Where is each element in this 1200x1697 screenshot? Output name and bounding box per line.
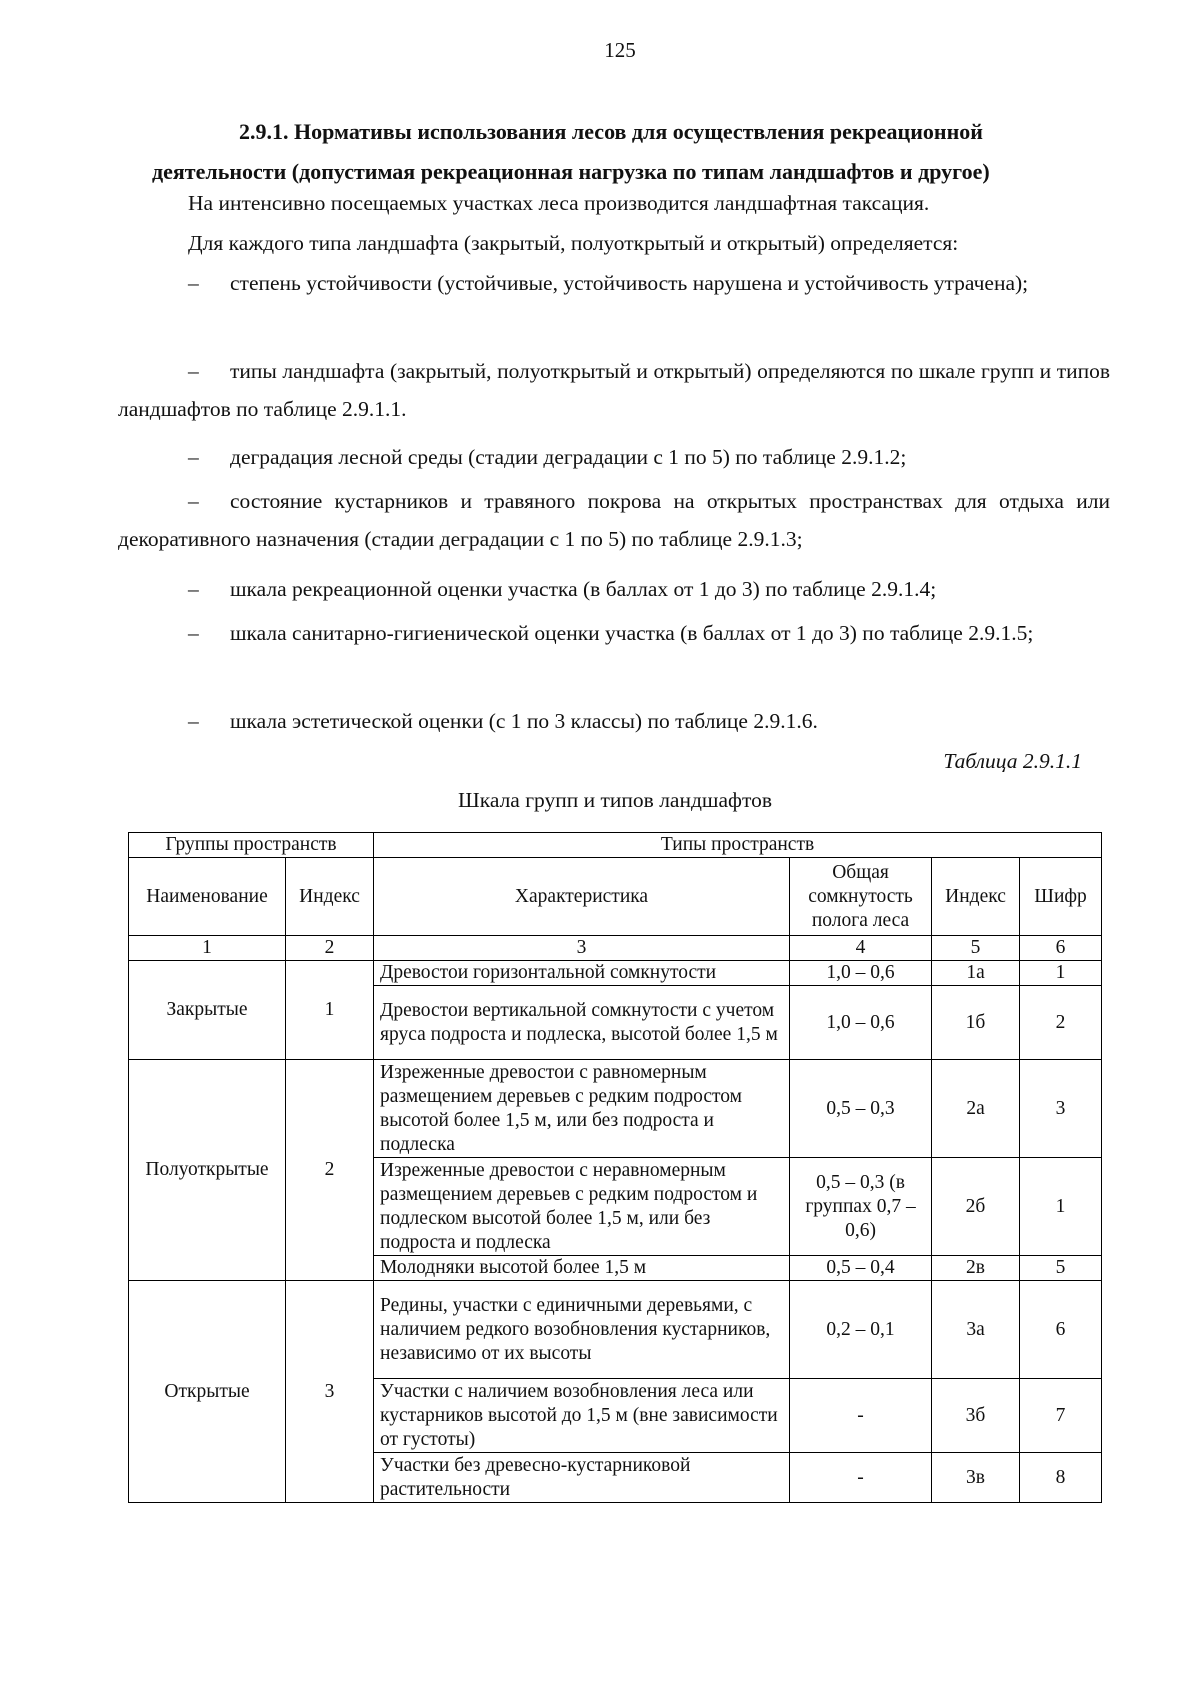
list-item (118, 264, 1110, 302)
type-index: 3в (932, 1453, 1020, 1503)
list-item-text: шкала санитарно-гигиенической оценки участка (в баллах от 1 до 3) по таблице 2.9.1.5; (230, 621, 1034, 645)
section-heading (118, 112, 1110, 192)
canopy-closure: - (790, 1453, 932, 1503)
canopy-closure: 1,0 – 0,6 (790, 986, 932, 1060)
list-item-text: типы ландшафта (закрытый, полуоткрытый и открытый) определяются по шкале групп и типов ландшафтов по таблице 2.9.1.1. (118, 359, 1110, 421)
dash-marker: – (188, 445, 199, 469)
group-name: Открытые (129, 1281, 286, 1503)
type-index: 2в (932, 1256, 1020, 1281)
dash-marker: – (188, 271, 199, 295)
canopy-closure: 1,0 – 0,6 (790, 961, 932, 986)
list-item-text: деградация лесной среды (стадии деградации с 1 по 5) по таблице 2.9.1.2; (230, 445, 907, 469)
list-item-text: шкала рекреационной оценки участка (в баллах от 1 до 3) по таблице 2.9.1.4; (230, 577, 937, 601)
group-name: Закрытые (129, 961, 286, 1060)
column-header: Характеристика (374, 858, 790, 936)
type-index: 3а (932, 1281, 1020, 1379)
column-header: Наименование (129, 858, 286, 936)
list-item (118, 702, 1110, 740)
list-item (118, 614, 1110, 652)
type-characteristic: Редины, участки с единичными деревьями, с наличием редкого возобновления кустарников, независимо от их высоты (374, 1281, 790, 1379)
section-heading-line-2: деятельности (допустимая рекреационная нагрузка по типам ландшафтов и другое) (152, 159, 990, 184)
dash-marker: – (188, 709, 199, 733)
type-characteristic: Участки с наличием возобновления леса или кустарников высотой до 1,5 м (вне зависимости от густоты) (374, 1379, 790, 1453)
intro-paragraph: Для каждого типа ландшафта (закрытый, полуоткрытый и открытый) определяется: (188, 231, 959, 255)
table-row (129, 1281, 1102, 1379)
intro-paragraph: На интенсивно посещаемых участках леса производится ландшафтная таксация. (188, 191, 930, 215)
type-code: 3 (1020, 1060, 1102, 1158)
table-title: Шкала групп и типов ландшафтов (458, 788, 772, 812)
column-header: Шифр (1020, 858, 1102, 936)
type-characteristic: Изреженные древостои с равномерным размещением деревьев с редким подростом высотой более 1,5 м, или без подроста и подлеска (374, 1060, 790, 1158)
type-index: 1а (932, 961, 1020, 986)
column-number: 6 (1020, 936, 1102, 961)
column-number: 5 (932, 936, 1020, 961)
type-characteristic: Изреженные древостои с неравномерным размещением деревьев с редким подростом и подлеском высотой более 1,5 м, или без подроста и подлеска (374, 1158, 790, 1256)
type-index: 1б (932, 986, 1020, 1060)
dash-marker: – (188, 489, 199, 513)
canopy-closure: 0,5 – 0,3 (в группах 0,7 – 0,6) (790, 1158, 932, 1256)
canopy-closure: - (790, 1379, 932, 1453)
column-header: Индекс (286, 858, 374, 936)
table-row (129, 1060, 1102, 1158)
type-code: 6 (1020, 1281, 1102, 1379)
canopy-closure: 0,5 – 0,3 (790, 1060, 932, 1158)
dash-marker: – (188, 359, 199, 383)
type-code: 7 (1020, 1379, 1102, 1453)
column-number: 2 (286, 936, 374, 961)
column-number: 3 (374, 936, 790, 961)
type-characteristic: Древостои вертикальной сомкнутости с учетом яруса подроста и подлеска, высотой более 1,5 м (374, 986, 790, 1060)
type-code: 1 (1020, 961, 1102, 986)
canopy-closure: 0,5 – 0,4 (790, 1256, 932, 1281)
table-row (129, 961, 1102, 986)
type-code: 8 (1020, 1453, 1102, 1503)
type-characteristic: Участки без древесно-кустарниковой растительности (374, 1453, 790, 1503)
canopy-closure: 0,2 – 0,1 (790, 1281, 932, 1379)
type-index: 2а (932, 1060, 1020, 1158)
list-item (118, 570, 1110, 608)
section-heading-line-1: 2.9.1. Нормативы использования лесов для осуществления рекреационной (239, 119, 983, 144)
type-code: 1 (1020, 1158, 1102, 1256)
table-label: Таблица 2.9.1.1 (943, 749, 1082, 773)
type-code: 2 (1020, 986, 1102, 1060)
group-name: Полуоткрытые (129, 1060, 286, 1281)
list-item (118, 352, 1110, 428)
landscape-types-table (128, 832, 1102, 1503)
group-index: 3 (286, 1281, 374, 1503)
list-item (118, 438, 1110, 476)
group-index: 2 (286, 1060, 374, 1281)
column-header: Индекс (932, 858, 1020, 936)
dash-marker: – (188, 621, 199, 645)
list-item-text: степень устойчивости (устойчивые, устойчивость нарушена и устойчивость утрачена); (230, 271, 1029, 295)
column-header: Общая сомкнутость полога леса (790, 858, 932, 936)
dash-marker: – (188, 577, 199, 601)
list-item-text: состояние кустарников и травяного покрова на открытых пространствах для отдыха или декоративного назначения (стадии деградации с 1 по 5) по таблице 2.9.1.3; (118, 489, 1110, 551)
page-number: 125 (604, 38, 636, 62)
type-characteristic: Молодняки высотой более 1,5 м (374, 1256, 790, 1281)
type-header: Типы пространств (374, 833, 1102, 858)
list-item (118, 482, 1110, 558)
column-number: 1 (129, 936, 286, 961)
group-index: 1 (286, 961, 374, 1060)
type-index: 3б (932, 1379, 1020, 1453)
type-characteristic: Древостои горизонтальной сомкнутости (374, 961, 790, 986)
column-number: 4 (790, 936, 932, 961)
group-header: Группы пространств (129, 833, 374, 858)
type-code: 5 (1020, 1256, 1102, 1281)
type-index: 2б (932, 1158, 1020, 1256)
list-item-text: шкала эстетической оценки (с 1 по 3 классы) по таблице 2.9.1.6. (230, 709, 818, 733)
